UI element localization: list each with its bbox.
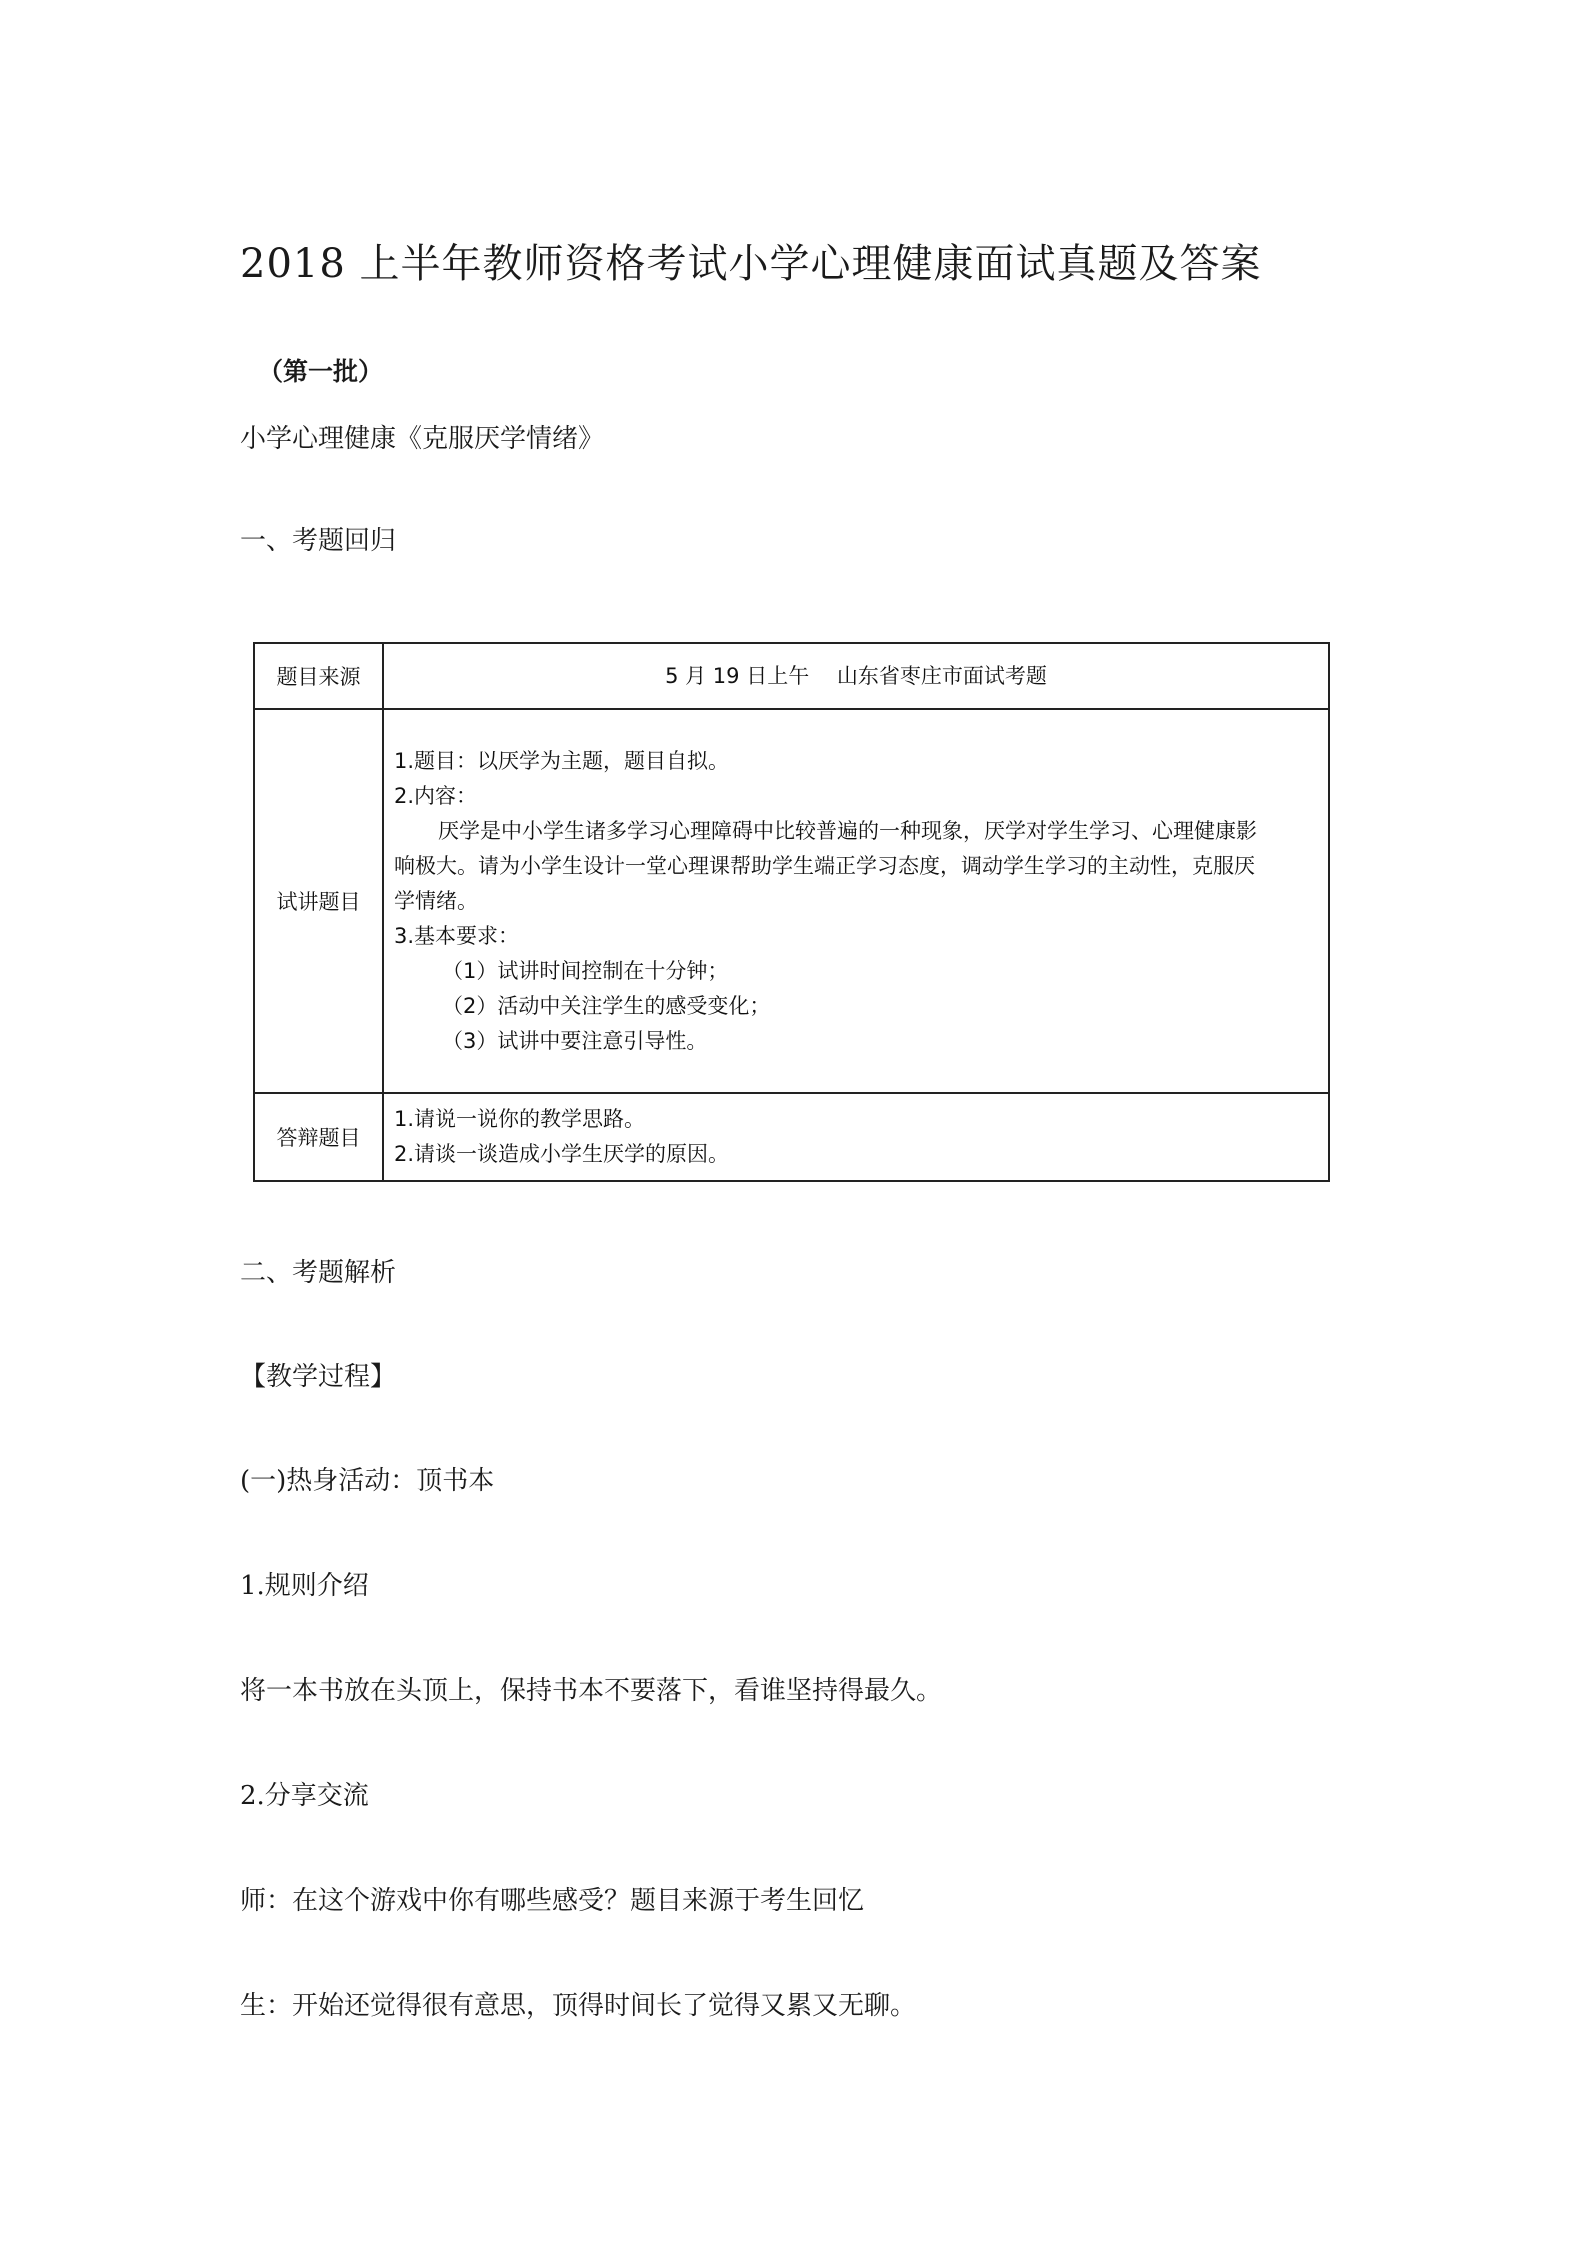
- lecture-line: 学情绪。: [394, 888, 478, 913]
- source-value: 5 月 19 日上午 山东省枣庄市面试考题: [383, 643, 1329, 709]
- section-heading-review: 一、考题回归: [240, 526, 397, 556]
- share-heading: 2.分享交流: [240, 1781, 369, 1811]
- defense-label: 答辩题目: [254, 1093, 383, 1181]
- lecture-line: （3）试讲中要注意引导性。: [442, 1028, 708, 1053]
- exam-question-table: [253, 642, 1330, 1182]
- table-row-lecture: [254, 709, 1329, 1093]
- lecture-label: 试讲题目: [254, 709, 383, 1093]
- document-title: 2018 上半年教师资格考试小学心理健康面试真题及答案: [240, 241, 1262, 287]
- student-line: 生：开始还觉得很有意思，顶得时间长了觉得又累又无聊。: [240, 1991, 917, 2021]
- source-label: 题目来源: [254, 643, 383, 709]
- activity-heading: (一)热身活动：顶书本: [240, 1466, 495, 1496]
- lecture-line: 1.题目：以厌学为主题，题目自拟。: [394, 748, 730, 773]
- lecture-line: 响极大。请为小学生设计一堂心理课帮助学生端正学习态度，调动学生学习的主动性，克服厌: [394, 853, 1255, 878]
- lecture-line: 2.内容：: [394, 783, 478, 808]
- batch-label: （第一批）: [258, 357, 384, 386]
- rule-text: 将一本书放在头顶上，保持书本不要落下，看谁坚持得最久。: [240, 1676, 943, 1706]
- teaching-process-heading: 【教学过程】: [240, 1362, 397, 1392]
- lecture-content: [383, 709, 1329, 1093]
- defense-line: 1.请说一说你的教学思路。: [394, 1107, 646, 1131]
- course-title: 小学心理健康《克服厌学情绪》: [240, 424, 605, 454]
- lecture-line: 3.基本要求：: [394, 923, 520, 948]
- section-heading-analysis: 二、考题解析: [240, 1258, 397, 1288]
- lecture-line: 厌学是中小学生诸多学习心理障碍中比较普遍的一种现象，厌学对学生学习、心理健康影: [438, 818, 1257, 843]
- teacher-line: 师：在这个游戏中你有哪些感受？题目来源于考生回忆: [240, 1886, 865, 1916]
- lecture-line: （2）活动中关注学生的感受变化；: [442, 993, 771, 1018]
- defense-line: 2.请谈一谈造成小学生厌学的原因。: [394, 1142, 730, 1166]
- table-row-source: [254, 643, 1329, 709]
- lecture-line: （1）试讲时间控制在十分钟；: [442, 958, 729, 983]
- rule-heading: 1.规则介绍: [240, 1571, 369, 1601]
- defense-content: [383, 1093, 1329, 1181]
- table-row-defense: [254, 1093, 1329, 1181]
